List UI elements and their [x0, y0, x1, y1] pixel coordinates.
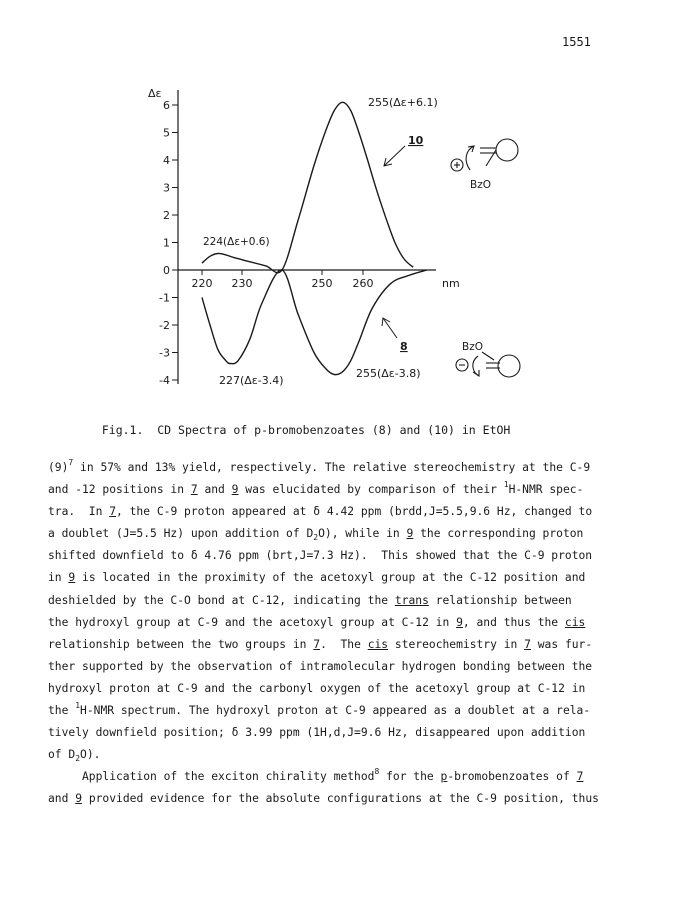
text-segment: shifted downfield to δ 4.76 ppm (brt,J=7.3 Hz). This showed that the C-9 proton [48, 549, 593, 563]
text-segment: 7 [313, 637, 321, 651]
text-segment: stereochemistry in [388, 637, 525, 651]
text-line [48, 656, 636, 678]
text-line [48, 457, 636, 479]
y-tick-label: 1 [163, 236, 170, 250]
text-segment: p [440, 770, 448, 784]
text-segment: 8 [374, 767, 380, 777]
ring-icon [496, 139, 518, 161]
x-tick-label: 220 [191, 277, 213, 290]
text-segment: 1 [75, 701, 81, 711]
leader-arrow-8 [382, 318, 397, 338]
caption-text: Fig.1. CD Spectra of p-bromobenzoates (8) and (10) in EtOH [101, 423, 511, 437]
text-line [48, 678, 636, 700]
text-segment: 7 [109, 505, 117, 519]
x-tick-label: 250 [311, 277, 333, 290]
y-tick-label: -3 [159, 346, 170, 360]
text-segment: for the [379, 770, 441, 784]
text-line [48, 612, 636, 634]
structure-diagram-top [451, 139, 518, 171]
text-segment: cis [564, 615, 586, 629]
text-segment: , the C-9 proton appeared at δ 4.42 ppm (brdd,J=5.5,9.6 Hz, changed to [116, 505, 593, 519]
page-number: 1551 [562, 35, 591, 49]
text-segment: -bromobenzoates of [447, 770, 577, 784]
text-segment: was fur- [530, 637, 593, 651]
text-segment: 7 [190, 483, 198, 497]
y-tick-label: 4 [163, 154, 170, 167]
y-tick-label: -4 [159, 374, 170, 387]
text-segment: , and thus the [462, 615, 565, 629]
text-line [48, 634, 636, 656]
body-text [48, 457, 636, 811]
text-segment: and [197, 483, 232, 497]
text-segment: trans [394, 593, 429, 607]
text-line [48, 479, 636, 501]
x-axis-label: nm [442, 277, 460, 290]
annotation-trough-8-first: 227(Δε-3.4) [219, 374, 284, 387]
series-label-8: 8 [400, 340, 408, 353]
text-segment: a doublet (J=5.5 Hz) upon addition of D [48, 527, 314, 541]
text-segment: is located in the proximity of the acetoxyl group at the C-12 position and [75, 571, 586, 585]
text-line [48, 722, 636, 744]
text-segment: 2 [75, 754, 81, 764]
series-label-10: 10 [408, 134, 424, 147]
text-line [48, 700, 636, 722]
text-segment: and -12 positions in [48, 483, 191, 497]
y-tick-label: 2 [163, 209, 170, 222]
text-segment: 9 [231, 483, 239, 497]
text-line [48, 788, 636, 810]
text-segment: deshielded by the C-O bond at C-12, indicating the [48, 593, 395, 607]
text-segment: and [48, 792, 76, 806]
text-segment: 7 [524, 637, 531, 651]
text-line [48, 567, 636, 589]
y-tick-label: -1 [159, 291, 170, 305]
text-segment: 1 [503, 480, 509, 490]
text-segment: in 57% and 13% yield, respectively. The relative stereochemistry at the C-9 [73, 461, 591, 474]
text-segment: ther supported by the observation of intramolecular hydrogen bonding between the [48, 659, 593, 673]
cd-spectrum-chart [0, 0, 676, 400]
text-segment: 9 [456, 615, 463, 629]
figure-caption [88, 409, 510, 437]
text-segment: tively downfield position; δ 3.99 ppm (1H,d,J=9.6 Hz, disappeared upon addition [48, 726, 586, 740]
ring-icon [498, 355, 520, 377]
y-tick-label: 0 [163, 264, 170, 277]
structure-diagram-bottom [456, 352, 520, 377]
text-segment: 7 [68, 458, 74, 467]
text-segment: 7 [576, 770, 584, 784]
text-line [48, 590, 636, 612]
y-tick-label: -2 [159, 319, 170, 332]
text-line [48, 545, 636, 567]
annotation-peak-10: 255(Δε+6.1) [368, 96, 438, 109]
text-segment: H-NMR spectrum. The hydroxyl proton at C-9 appeared as a doublet at a rela- [80, 704, 591, 718]
text-line [48, 766, 636, 788]
text-segment: Application of the exciton chirality method [82, 770, 375, 784]
text-line [48, 744, 636, 766]
y-tick-label: 3 [163, 181, 170, 195]
y-tick-label: 5 [163, 126, 170, 140]
y-axis-label: Δε [148, 87, 162, 100]
text-segment: hydroxyl proton at C-9 and the carbonyl oxygen of the acetoxyl group at C-12 in [48, 681, 586, 695]
text-segment: of D [48, 748, 76, 762]
text-segment: the [48, 704, 76, 718]
y-tick-label: 6 [163, 99, 170, 112]
text-segment: tra. In [48, 505, 110, 519]
text-segment: O). [80, 748, 101, 762]
text-segment: 9 [75, 792, 83, 806]
text-segment: 9 [406, 527, 414, 541]
x-tick-label: 230 [231, 277, 253, 290]
text-segment: H-NMR spec- [508, 483, 584, 497]
annotation-shoulder-10: 224(Δε+0.6) [203, 236, 270, 248]
text-segment: relationship between the two groups in [48, 637, 314, 651]
structure-label-bottom: BzO [462, 341, 483, 353]
x-tick-label: 260 [352, 277, 374, 290]
text-segment: O), while in [318, 527, 407, 541]
text-segment: the corresponding proton [413, 527, 584, 541]
text-segment: 2 [313, 533, 319, 543]
text-line [48, 523, 636, 545]
text-segment: cis [367, 637, 389, 651]
text-segment: was elucidated by comparison of their [238, 483, 504, 497]
text-segment: provided evidence for the absolute configurations at the C-9 position, thus [82, 792, 599, 806]
text-segment: 9 [68, 571, 76, 585]
text-segment: the hydroxyl group at C-9 and the acetoxyl group at C-12 in [48, 615, 457, 629]
text-line [48, 501, 636, 523]
text-segment: in [48, 571, 69, 585]
leader-arrow-10 [384, 146, 405, 166]
text-segment: (9) [48, 461, 69, 474]
text-segment: . The [320, 637, 368, 651]
structure-label-top: BzO [470, 179, 491, 191]
text-segment: relationship between [428, 593, 572, 607]
annotation-trough-8-second: 255(Δε-3.8) [356, 367, 421, 380]
